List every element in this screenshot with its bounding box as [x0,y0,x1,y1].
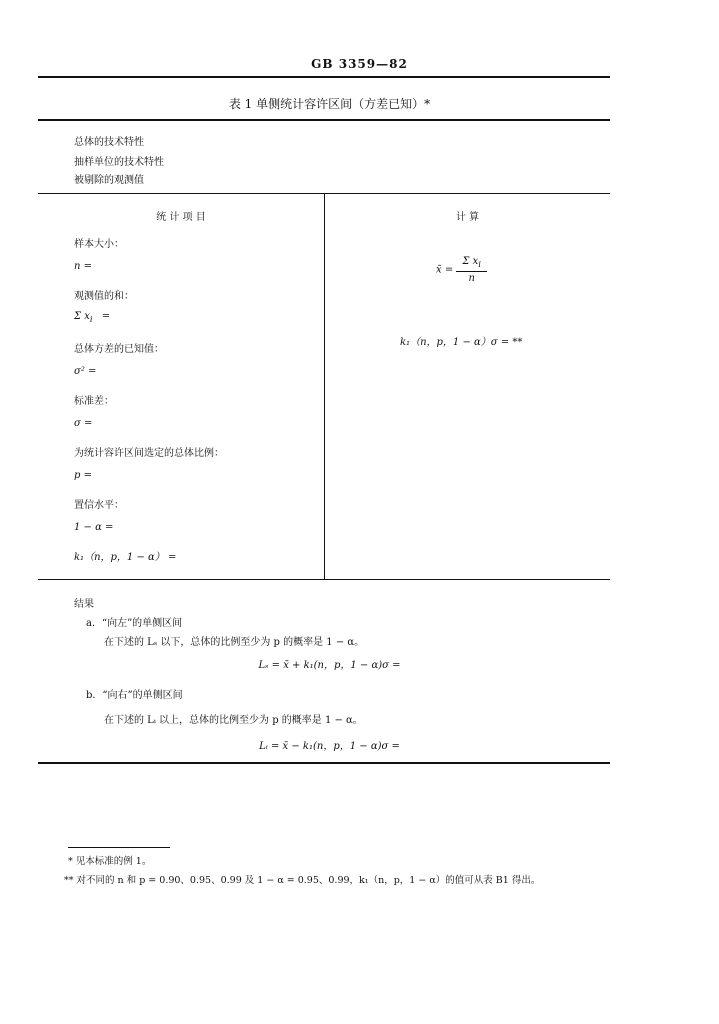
mean-formula [436,256,487,284]
sum-expression: Σ x [74,311,90,322]
mean-denominator: n [468,273,475,284]
item-proportion-label: 为统计容许区间选定的总体比例： [74,448,224,459]
footnote-rule [68,847,170,848]
results-heading: 结果 [74,599,94,610]
footnote-1: * 见本标准的例 1。 [68,856,152,867]
preamble-line: 总体的技术特性 [74,137,144,148]
preamble-line: 抽样单位的技术特性 [74,157,164,168]
item-confidence-label: 置信水平： [74,500,124,511]
item-sum-label: 观测值的和： [74,291,134,302]
top-rule [38,76,610,78]
item-p: p = [74,470,92,481]
mean-numerator: Σ $x_i$ [456,256,487,272]
item-variance: σ² = [74,366,97,377]
item-confidence: 1 − α = [74,522,114,533]
footnote-2: ** 对不同的 n 和 p = 0.90、0.95、0.99 及 1 − α = 0.95、0.99，k₁（n，p，1 − α）的值可从表 B1 得出。 [64,875,541,886]
result-a-formula: Lₛ = x̄ + k₁(n，p，1 − α)σ = [258,660,401,671]
column-divider [324,193,325,579]
mean-lhs: x̄ = [436,264,454,276]
k1-sigma-formula: k₁（n，p，1 − α）σ = ** [400,337,523,348]
mean-fraction [456,256,487,284]
standard-code: GB 3359—82 [311,57,408,71]
item-sample-size-label: 样本大小： [74,239,124,250]
item-n: n = [74,261,92,272]
table-bottom-rule [38,579,610,580]
end-rule [38,762,610,764]
result-b-label: b．“向右”的单侧区间 [86,690,183,701]
left-column-heading: 统 计 项 目 [156,212,206,223]
result-b-text: 在下述的 Lᵢ 以上，总体的比例至少为 p 的概率是 1 − α。 [104,715,363,726]
result-a-label: a．“向左”的单侧区间 [86,618,183,629]
preamble-line: 被剔除的观测值 [74,175,144,186]
table-caption: 表 1 单侧统计容许区间（方差已知）* [228,97,431,111]
caption-rule [38,119,610,121]
result-a-text: 在下述的 Lₛ 以下，总体的比例至少为 p 的概率是 1 − α。 [104,637,365,648]
item-stddev: σ = [74,418,93,429]
item-sum-expr [74,311,110,325]
item-stddev-label: 标准差： [74,396,114,407]
sum-equals: = [101,311,111,322]
right-column-heading: 计 算 [455,212,480,223]
item-variance-label: 总体方差的已知值： [74,344,164,355]
sum-subscript: i [89,315,93,325]
result-b-formula: Lᵢ = x̄ − k₁(n，p，1 − α)σ = [259,741,400,752]
item-k1: k₁（n，p，1 − α） = [74,552,177,563]
